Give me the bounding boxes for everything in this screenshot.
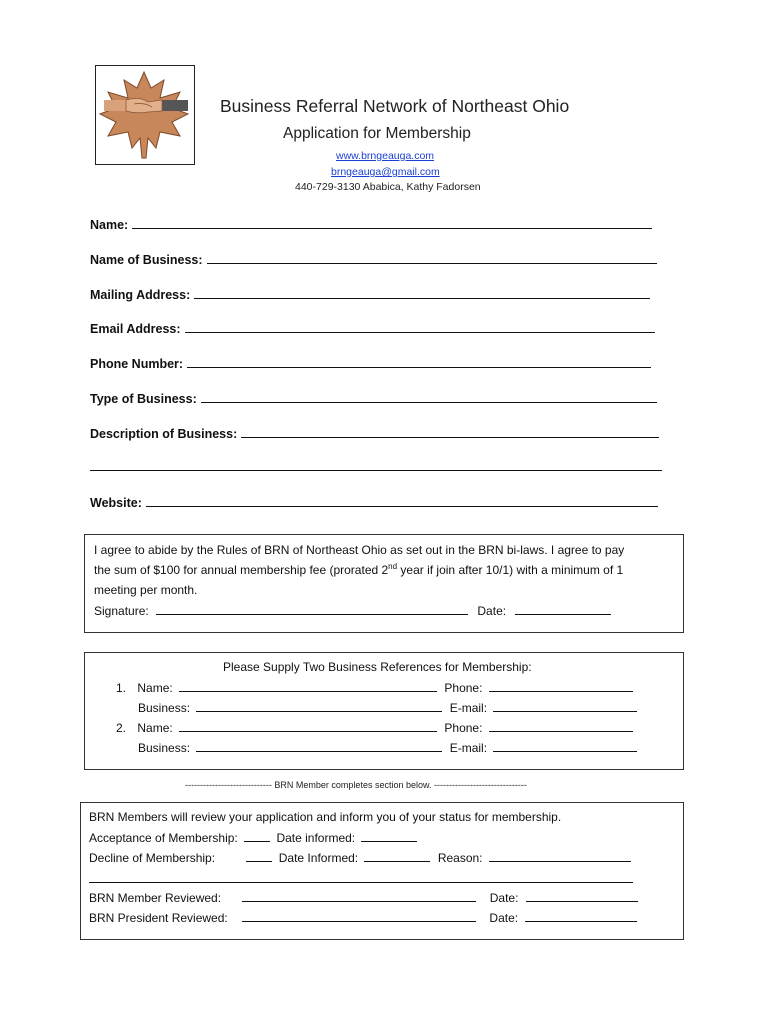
maple-leaf-handshake-icon [96,66,193,163]
business-description-label: Description of Business: [90,427,238,441]
email-address-label: Email Address: [90,322,181,336]
president-reviewed-date-label: Date: [489,911,519,925]
president-reviewed-input-line[interactable] [242,910,476,922]
email-address-field [90,320,655,336]
signature-input-line[interactable] [156,603,468,615]
reference-1-business-input-line[interactable] [196,700,442,712]
signature-date-input-line[interactable] [515,603,611,615]
reference-2-business-row [138,740,637,755]
reference-2-business-input-line[interactable] [196,740,442,752]
president-reviewed-label: BRN President Reviewed: [89,911,228,925]
president-reviewed-date-input-line[interactable] [525,910,637,922]
decline-label: Decline of Membership: [89,851,216,865]
business-description-extra-line[interactable] [90,470,662,471]
name-field [90,216,652,232]
reference-2-name-input-line[interactable] [179,720,437,732]
decline-reason-input-line[interactable] [489,850,631,862]
acceptance-date-informed-label: Date informed: [276,831,356,845]
website-label: Website: [90,496,142,510]
organization-title: Business Referral Network of Northeast Ohio [220,96,570,116]
reference-2-name-label: Name: [137,721,173,735]
review-extra-line[interactable] [89,882,633,883]
reference-2-phone-label: Phone: [444,721,483,735]
reference-1-name-label: Name: [137,681,173,695]
agreement-box [84,534,684,633]
signature-date-label: Date: [477,604,507,618]
business-type-label: Type of Business: [90,392,197,406]
references-box [84,652,684,770]
ordinal-suffix: nd [388,562,398,571]
references-heading: Please Supply Two Business References for Membership: [223,660,532,674]
name-label: Name: [90,218,129,232]
agreement-line-2 [94,563,623,577]
reference-1-number: 1. [116,681,127,695]
agreement-line-2-start: the sum of $100 for annual membership fee (prorated 2 [94,563,389,577]
member-reviewed-input-line[interactable] [242,890,476,902]
business-name-input-line[interactable] [207,251,657,264]
member-reviewed-date-label: Date: [489,891,519,905]
name-input-line[interactable] [132,216,652,229]
reference-1-phone-input-line[interactable] [489,680,633,692]
reference-1-email-label: E-mail: [449,701,488,715]
reference-1-business-row [138,700,637,715]
member-reviewed-date-input-line[interactable] [526,890,638,902]
form-subtitle: Application for Membership [283,125,471,142]
member-reviewed-label: BRN Member Reviewed: [89,891,222,905]
reference-1-phone-label: Phone: [444,681,483,695]
reference-2-number: 2. [116,721,127,735]
email-address-input-line[interactable] [185,320,655,333]
mailing-address-input-line[interactable] [194,286,650,299]
phone-number-field [90,355,651,371]
decline-date-informed-label: Date Informed: [278,851,359,865]
reference-2-business-label: Business: [138,741,191,755]
acceptance-date-input-line[interactable] [361,830,417,842]
mailing-address-field [90,286,650,302]
website-link[interactable]: www.brngeauga.com [336,150,435,162]
brn-logo [95,65,195,165]
mailing-address-label: Mailing Address: [90,288,191,302]
review-box [80,802,684,940]
decline-input-line[interactable] [246,850,272,862]
email-link[interactable]: brngeauga@gmail.com [331,166,440,178]
agreement-line-3: meeting per month. [94,583,198,597]
phone-number-label: Phone Number: [90,357,184,371]
reference-1-name-row [116,680,633,695]
business-type-field [90,390,657,406]
phone-number-input-line[interactable] [187,355,651,368]
website-field [90,494,658,510]
business-description-input-line[interactable] [241,425,659,438]
section-divider: ----------------------------- BRN Member completes section below. ------------------------------- [185,780,527,790]
reference-2-email-label: E-mail: [449,741,488,755]
reference-1-name-input-line[interactable] [179,680,437,692]
business-type-input-line[interactable] [201,390,657,403]
business-description-field [90,425,659,441]
reference-2-phone-input-line[interactable] [489,720,633,732]
review-intro: BRN Members will review your application and inform you of your status for membership. [89,810,562,824]
decline-reason-label: Reason: [437,851,483,865]
signature-row [94,603,611,618]
business-name-field [90,251,657,267]
member-reviewed-row [89,890,638,905]
agreement-line-1: I agree to abide by the Rules of BRN of Northeast Ohio as set out in the BRN bi-laws. I agree to pay [94,543,625,557]
decline-row [89,850,631,865]
reference-2-email-input-line[interactable] [493,740,637,752]
acceptance-input-line[interactable] [244,830,270,842]
president-reviewed-row [89,910,637,925]
acceptance-row [89,830,417,845]
reference-2-name-row [116,720,633,735]
reference-1-business-label: Business: [138,701,191,715]
reference-1-email-input-line[interactable] [493,700,637,712]
decline-date-input-line[interactable] [364,850,430,862]
website-input-line[interactable] [146,494,658,507]
contact-info: 440-729-3130 Ababica, Kathy Fadorsen [295,181,481,193]
agreement-line-2-end: year if join after 10/1) with a minimum of 1 [397,563,624,577]
business-name-label: Name of Business: [90,253,203,267]
acceptance-label: Acceptance of Membership: [89,831,238,845]
signature-label: Signature: [94,604,149,618]
